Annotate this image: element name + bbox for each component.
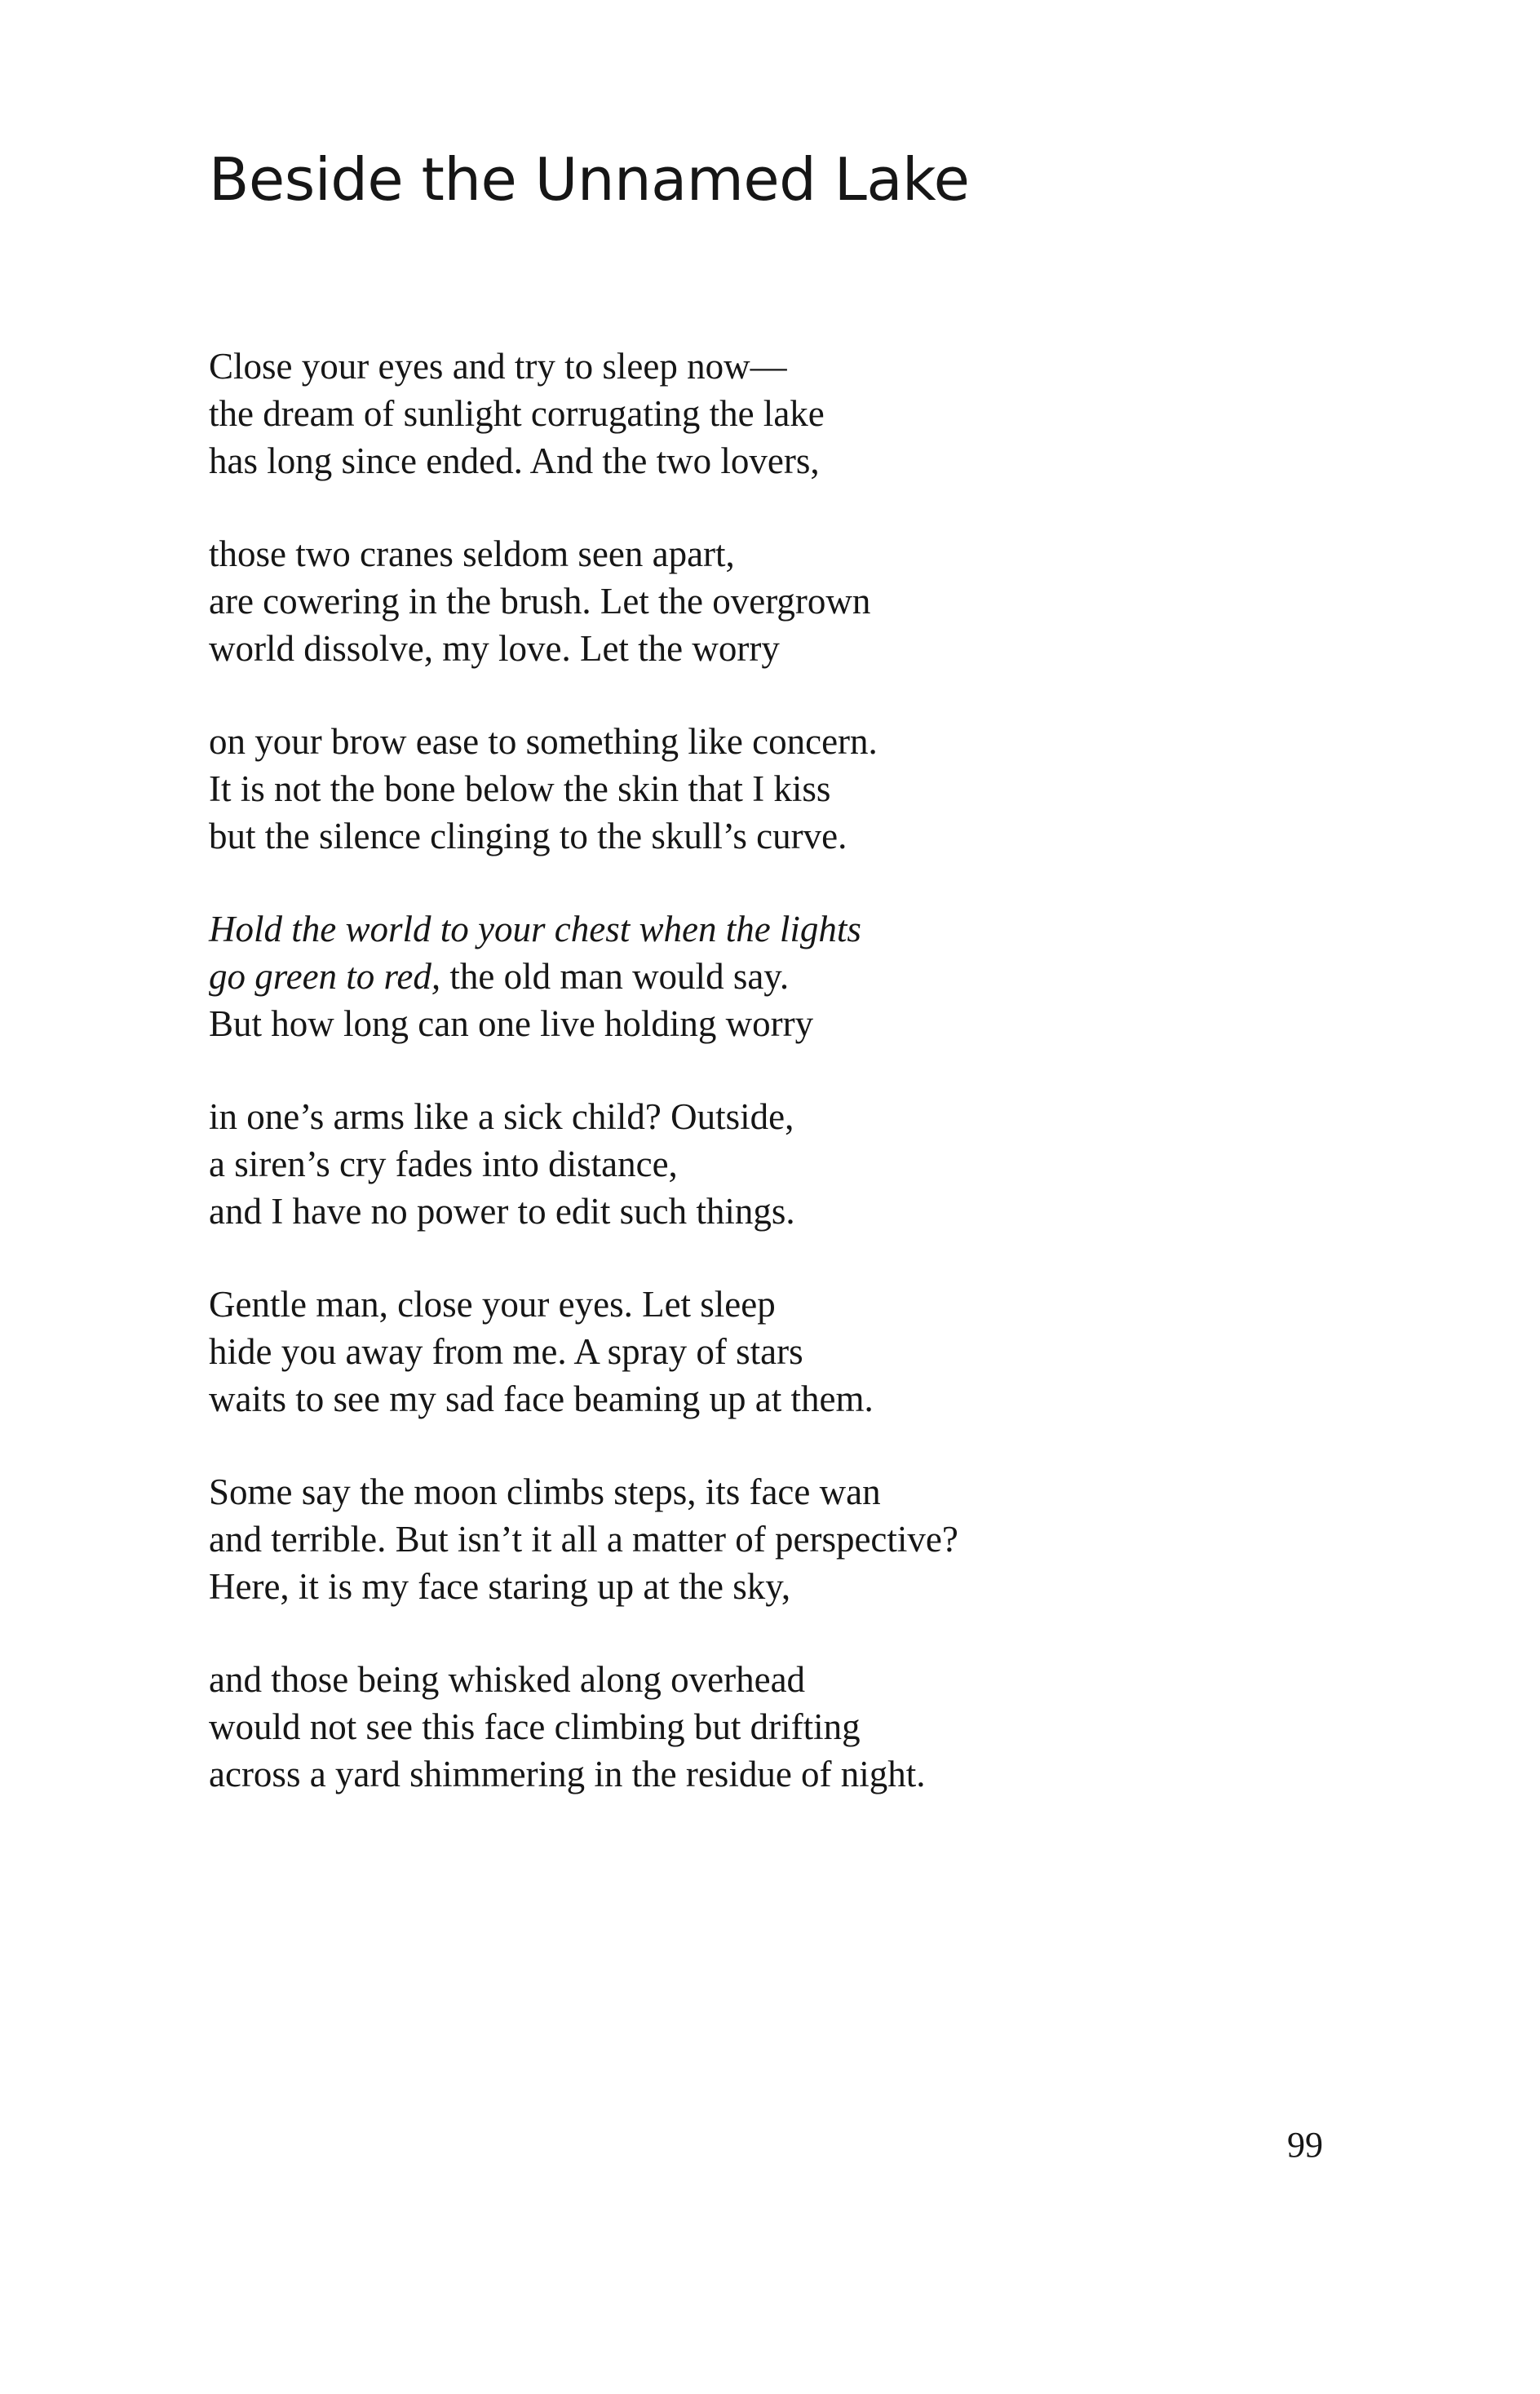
stanza-2 bbox=[209, 530, 1351, 672]
page-number: 99 bbox=[1287, 2125, 1323, 2165]
poem-line: Some say the moon climbs steps, its face wan bbox=[209, 1471, 881, 1512]
poem-line-italic-part: go green to red, bbox=[209, 956, 441, 997]
poem-line-roman-part: the old man would say. bbox=[440, 956, 790, 997]
poem-line: those two cranes seldom seen apart, bbox=[209, 533, 735, 574]
stanza-7 bbox=[209, 1468, 1351, 1610]
poem-line: are cowering in the brush. Let the overgrown bbox=[209, 581, 871, 622]
poem-line: and terrible. But isn’t it all a matter of perspective? bbox=[209, 1519, 958, 1560]
poem-line: in one’s arms like a sick child? Outside, bbox=[209, 1096, 794, 1137]
poem-line: has long since ended. And the two lovers, bbox=[209, 440, 820, 481]
stanza-8 bbox=[209, 1656, 1351, 1798]
poem-title: Beside the Unnamed Lake bbox=[209, 145, 970, 214]
poem-line: waits to see my sad face beaming up at them. bbox=[209, 1378, 874, 1419]
poem-line: and I have no power to edit such things. bbox=[209, 1191, 795, 1232]
poem-line: would not see this face climbing but drifting bbox=[209, 1706, 861, 1747]
poem-line: on your brow ease to something like concern. bbox=[209, 721, 878, 762]
poem-line-mixed bbox=[209, 953, 1351, 1000]
poem-line: Gentle man, close your eyes. Let sleep bbox=[209, 1284, 776, 1325]
poem-line: and those being whisked along overhead bbox=[209, 1659, 806, 1700]
poem-line: across a yard shimmering in the residue of night. bbox=[209, 1754, 926, 1794]
poem-line-italic: Hold the world to your chest when the lights bbox=[209, 909, 861, 949]
stanza-1 bbox=[209, 343, 1351, 485]
poem-line: but the silence clinging to the skull’s curve. bbox=[209, 816, 847, 856]
stanza-4 bbox=[209, 905, 1351, 1047]
poem-line: hide you away from me. A spray of stars bbox=[209, 1331, 803, 1372]
poem-line: world dissolve, my love. Let the worry bbox=[209, 628, 780, 669]
poem-body bbox=[209, 343, 1351, 1843]
poem-line: Here, it is my face staring up at the sky, bbox=[209, 1566, 791, 1607]
poem-line: But how long can one live holding worry bbox=[209, 1003, 814, 1044]
stanza-3 bbox=[209, 718, 1351, 860]
poem-line: It is not the bone below the skin that I kiss bbox=[209, 768, 831, 809]
poem-line: Close your eyes and try to sleep now— bbox=[209, 346, 787, 387]
stanza-5 bbox=[209, 1093, 1351, 1235]
poem-line: the dream of sunlight corrugating the lake bbox=[209, 393, 825, 434]
poem-line: a siren’s cry fades into distance, bbox=[209, 1144, 678, 1184]
stanza-6 bbox=[209, 1281, 1351, 1423]
